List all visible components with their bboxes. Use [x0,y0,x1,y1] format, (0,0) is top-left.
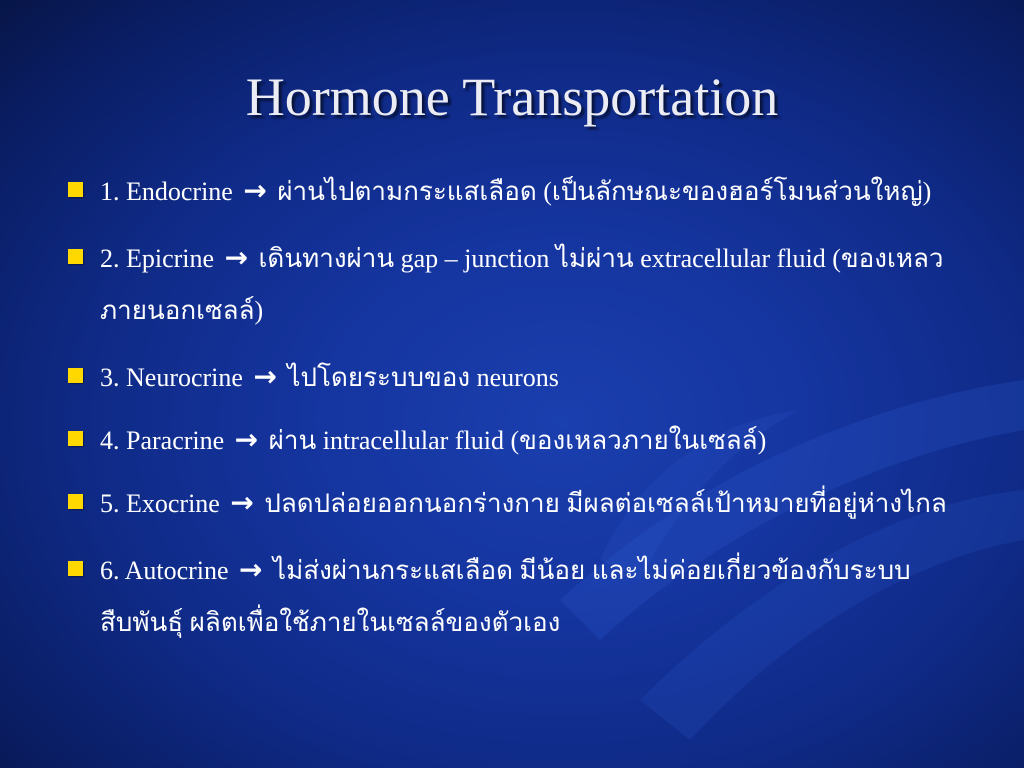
bullet-text: ผ่าน intracellular fluid (ของเหลวภายในเซลล์) [268,426,767,455]
square-bullet-icon [68,494,83,509]
right-arrow-icon: → [243,174,267,207]
square-bullet-icon [68,182,83,197]
slide-title: Hormone Transportation [245,67,779,127]
list-item [64,414,964,467]
right-arrow-icon: → [224,241,249,274]
right-arrow-icon: → [230,486,254,519]
right-arrow-icon: → [234,423,259,456]
bullet-text: ปลดปล่อยออกนอกร่างกาย มีผลต่อเซลล์เป้าหมายที่อยู่ห่างไกล [264,489,947,518]
bullet-text: ผ่านไปตามกระแสเลือด (เป็นลักษณะของฮอร์โมนส่วนใหญ่) [277,177,932,206]
right-arrow-icon: → [239,553,263,586]
list-item [64,165,964,218]
bullet-text: ไปโดยระบบของ neurons [287,363,559,392]
list-item [64,351,964,404]
square-bullet-icon [68,431,83,446]
right-arrow-icon: → [253,360,277,393]
bullet-label: 3. Neurocrine [100,363,243,392]
list-item [64,544,964,649]
list-item [64,477,964,530]
list-item [64,232,964,337]
bullet-label: 2. Epicrine [100,244,215,273]
bullet-label: 1. Endocrine [100,177,233,206]
bullet-list [64,165,964,663]
square-bullet-icon [68,249,83,264]
square-bullet-icon [68,368,83,383]
bullet-label: 5. Exocrine [100,489,220,518]
bullet-text: เดินทางผ่าน gap – junction ไม่ผ่าน extracellular fluid (ของเหลวภายนอกเซลล์) [100,244,944,325]
bullet-label: 6. Autocrine [100,556,229,585]
bullet-text: ไม่ส่งผ่านกระแสเลือด มีน้อย และไม่ค่อยเกี่ยวข้องกับระบบสืบพันธุ์ ผลิตเพื่อใช้ภายในเซลล์ของตัวเอง [100,556,911,637]
square-bullet-icon [68,561,83,576]
bullet-label: 4. Paracrine [100,426,225,455]
